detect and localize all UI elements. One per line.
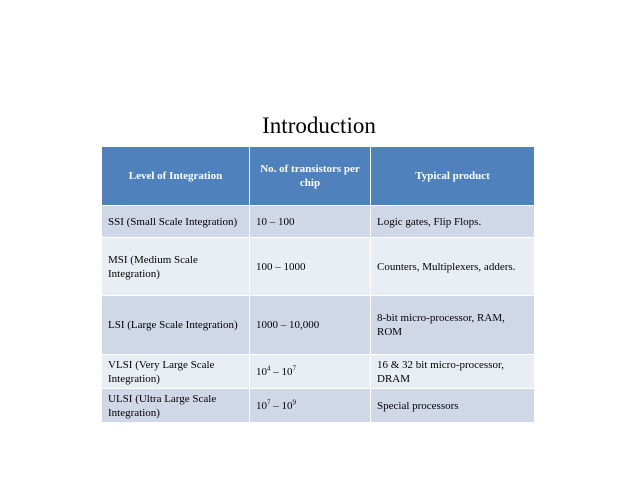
level-cell: VLSI (Very Large Scale Integration) xyxy=(102,355,250,389)
table-header-row xyxy=(102,147,535,206)
table-row-msi xyxy=(102,238,535,296)
integration-levels-table xyxy=(101,146,535,423)
product-cell: 16 & 32 bit micro-processor, DRAM xyxy=(371,355,535,389)
header-level-of-integration: Level of Integration xyxy=(102,147,250,206)
slide-title: Introduction xyxy=(262,113,376,138)
product-cell: Counters, Multiplexers, adders. xyxy=(371,238,535,296)
table-row-ssi xyxy=(102,206,535,238)
level-cell: MSI (Medium Scale Integration) xyxy=(102,238,250,296)
transistor-count-cell: 10 – 100 xyxy=(250,206,371,238)
transistor-count-cell: $10^4 - 10^7$ xyxy=(250,355,371,389)
product-cell: Logic gates, Flip Flops. xyxy=(371,206,535,238)
table-row-vlsi xyxy=(102,355,535,389)
level-cell: ULSI (Ultra Large Scale Integration) xyxy=(102,389,250,423)
transistor-count-cell: 1000 – 10,000 xyxy=(250,296,371,355)
table-row-ulsi xyxy=(102,389,535,423)
level-cell: SSI (Small Scale Integration) xyxy=(102,206,250,238)
transistor-count-cell: $10^7 - 10^9$ xyxy=(250,389,371,423)
table-row-lsi xyxy=(102,296,535,355)
product-cell: 8-bit micro-processor, RAM, ROM xyxy=(371,296,535,355)
level-cell: LSI (Large Scale Integration) xyxy=(102,296,250,355)
transistor-count-cell: 100 – 1000 xyxy=(250,238,371,296)
header-typical-product: Typical product xyxy=(371,147,535,206)
product-cell: Special processors xyxy=(371,389,535,423)
header-transistors-per-chip: No. of transistors per chip xyxy=(250,147,371,206)
